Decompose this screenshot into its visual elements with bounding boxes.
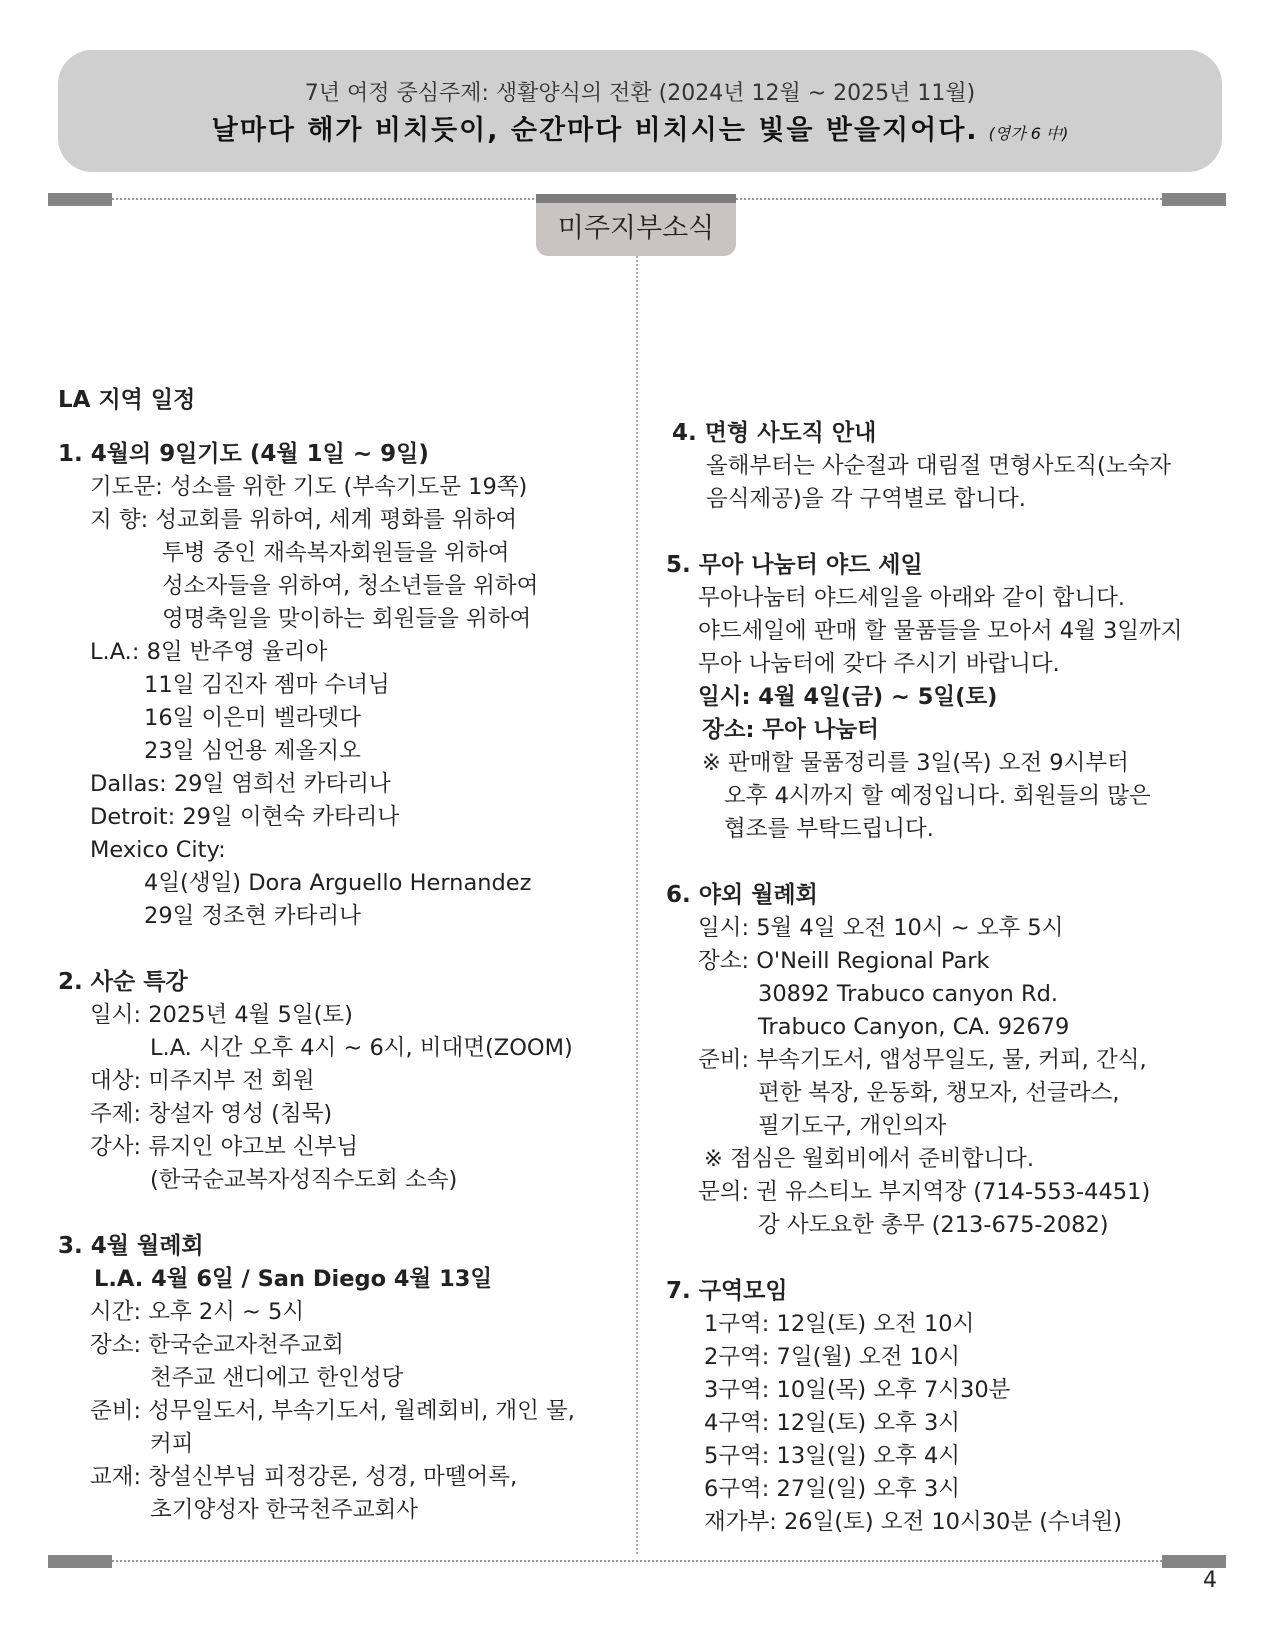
outdoor-line: 장소: O'Neill Regional Park [698,948,990,974]
feast-line: 23일 심언용 제올지오 [144,738,361,764]
prayer-text: 기도문: 성소를 위한 기도 (부속기도문 19쪽) [90,474,528,500]
feast-line: Dallas: 29일 염희선 카타리나 [90,771,391,797]
meeting-line: 준비: 성무일도서, 부속기도서, 월례회비, 개인 물, [90,1398,575,1424]
section-4-heading: 4. 면형 사도직 안내 [672,420,877,446]
section-3-heading: 3. 4월 월례회 [58,1233,204,1259]
outdoor-line: 30892 Trabuco canyon Rd. [758,981,1059,1007]
motto-source: (영가 6 中) [988,124,1069,143]
district-line: 3구역: 10일(목) 오후 7시30분 [704,1377,1011,1403]
column-divider [636,256,638,1554]
meeting-line: 교재: 창설신부님 피정강론, 성경, 마뗄어록, [90,1464,518,1490]
feast-line: 11일 김진자 젬마 수녀님 [144,672,390,698]
intention-line: 투병 중인 재속복자회원들을 위하여 [162,540,510,566]
outdoor-line: 편한 복장, 운동화, 챙모자, 선글라스, [758,1080,1120,1106]
district-line: 1구역: 12일(토) 오전 10시 [704,1311,975,1337]
lecture-line: L.A. 시간 오후 4시 ~ 6시, 비대면(ZOOM) [150,1035,573,1061]
top-left-bar [48,193,112,206]
yard-sale-line: 야드세일에 판매 할 물품들을 모아서 4월 3일까지 [698,618,1183,644]
top-right-bar [1162,193,1226,206]
yard-sale-note: ※ 판매할 물품정리를 3일(목) 오전 9시부터 [702,750,1129,776]
outdoor-line: ※ 점심은 월회비에서 준비합니다. [704,1146,1035,1172]
region-title: LA 지역 일정 [58,387,196,413]
lecture-line: 대상: 미주지부 전 회원 [90,1068,315,1094]
feast-line: Detroit: 29일 이현숙 카타리나 [90,804,400,830]
feast-line: 29일 정조현 카타리나 [144,903,361,929]
outdoor-line: 일시: 5월 4일 오전 10시 ~ 오후 5시 [698,915,1064,941]
left-column [58,384,628,1527]
district-line: 5구역: 13일(일) 오후 4시 [704,1443,960,1469]
section-1-heading: 1. 4월의 9일기도 (4월 1일 ~ 9일) [58,441,429,467]
lecture-line: 일시: 2025년 4월 5일(토) [90,1002,353,1028]
meeting-line: 장소: 한국순교자천주교회 [90,1332,344,1358]
intention-line: 성소자들을 위하여, 청소년들을 위하여 [162,573,539,599]
district-line: 4구역: 12일(토) 오후 3시 [704,1410,960,1436]
outdoor-line: Trabuco Canyon, CA. 92679 [758,1014,1070,1040]
yard-sale-line: 무아나눔터 야드세일을 아래와 같이 합니다. [698,585,1125,611]
yard-sale-date: 일시: 4월 4일(금) ~ 5일(토) [698,684,998,710]
meeting-dates: L.A. 4월 6일 / San Diego 4월 13일 [94,1266,493,1292]
theme-line: 7년 여정 중심주제: 생활양식의 전환 (2024년 12월 ~ 2025년 11월) [304,81,976,106]
section-6-heading: 6. 야외 월례회 [666,882,818,908]
district-line: 2구역: 7일(월) 오전 10시 [704,1344,960,1370]
yard-sale-place: 장소: 무아 나눔터 [702,717,879,743]
yard-sale-note: 오후 4시까지 할 예정입니다. 회원들의 많은 [724,783,1151,809]
apostolate-line: 올해부터는 사순절과 대림절 면형사도직(노숙자 [706,453,1171,479]
district-line: 6구역: 27일(일) 오후 3시 [704,1476,960,1502]
motto-line [58,108,1222,147]
meeting-line: 초기양성자 한국천주교회사 [150,1497,418,1523]
yard-sale-note: 협조를 부탁드립니다. [724,816,934,842]
feast-line: Mexico City: [90,837,226,863]
section-title: 미주지부소식 [536,194,736,256]
outdoor-line: 준비: 부속기도서, 앱성무일도, 물, 커피, 간식, [698,1047,1147,1073]
meeting-line: 천주교 샌디에고 한인성당 [150,1365,404,1391]
section-2-heading: 2. 사순 특강 [58,969,188,995]
page-number: 4 [1203,1568,1217,1593]
section-7-heading: 7. 구역모임 [666,1278,788,1304]
lecture-line: 강사: 류지인 야고보 신부님 [90,1134,359,1160]
right-column [666,417,1226,1539]
feast-line: 4일(생일) Dora Arguello Hernandez [144,870,532,896]
district-line: 재가부: 26일(토) 오전 10시30분 (수녀원) [704,1509,1123,1535]
motto-text: 날마다 해가 비치듯이, 순간마다 비치시는 빛을 받을지어다. [211,115,979,146]
meeting-line: 커피 [150,1431,194,1457]
lecture-line: 주제: 창설자 영성 (침묵) [90,1101,333,1127]
outdoor-line: 강 사도요한 총무 (213-675-2082) [758,1212,1109,1238]
bottom-rule [112,1560,1162,1562]
intention-line: 영명축일을 맞이하는 회원들을 위하여 [162,606,532,632]
header-banner [58,50,1222,172]
apostolate-line: 음식제공)을 각 구역별로 합니다. [706,486,1026,512]
lecture-line: (한국순교복자성직수도회 소속) [150,1167,458,1193]
meeting-line: 시간: 오후 2시 ~ 5시 [90,1299,305,1325]
bottom-left-bar [48,1555,112,1568]
outdoor-line: 필기도구, 개인의자 [758,1113,947,1139]
outdoor-line: 문의: 권 유스티노 부지역장 (714-553-4451) [698,1179,1151,1205]
feast-line: 16일 이은미 벨라뎃다 [144,705,361,731]
section-5-heading: 5. 무아 나눔터 야드 세일 [666,552,923,578]
bottom-right-bar [1162,1555,1226,1568]
feast-line: L.A.: 8일 반주영 율리아 [90,639,328,665]
yard-sale-line: 무아 나눔터에 갖다 주시기 바랍니다. [698,651,1060,677]
intention-line: 지 향: 성교회를 위하여, 세계 평화를 위하여 [90,507,518,533]
